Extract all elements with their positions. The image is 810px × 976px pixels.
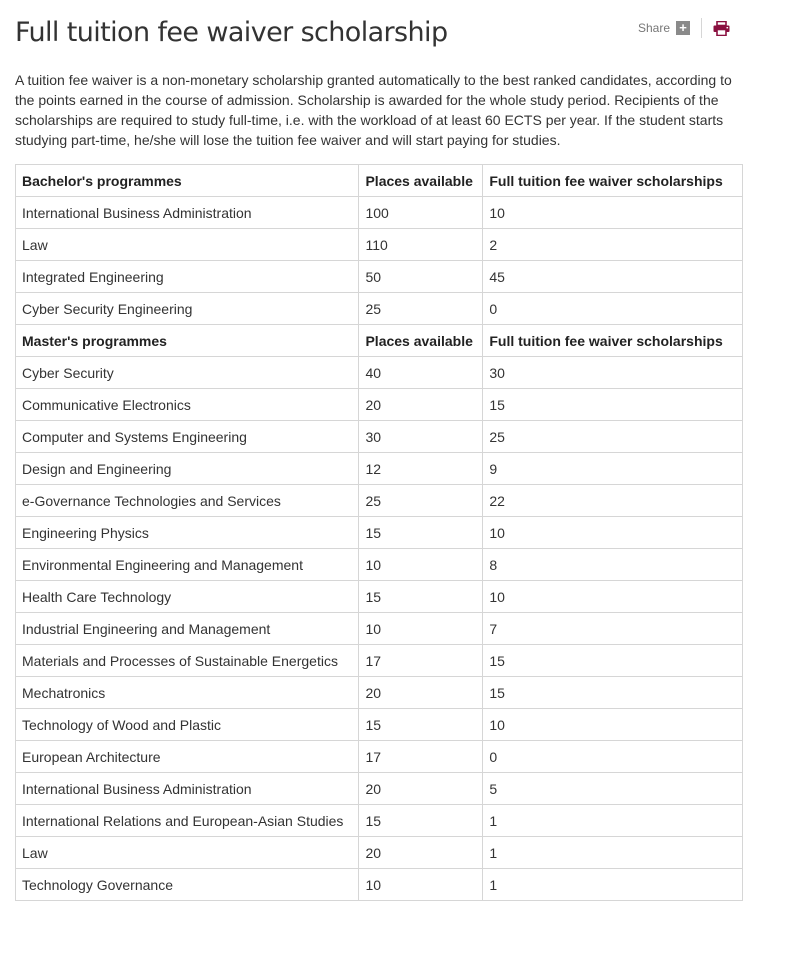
programme-name-cell: International Relations and European-Asian Studies — [16, 805, 359, 837]
programme-name-cell: Environmental Engineering and Management — [16, 549, 359, 581]
programme-name-cell: Cyber Security — [16, 357, 359, 389]
column-header: Master's programmes — [16, 325, 359, 357]
places-available-cell: 10 — [359, 869, 483, 901]
table-row — [16, 293, 743, 325]
places-available-cell: 12 — [359, 453, 483, 485]
table-row — [16, 773, 743, 805]
places-available-cell: 20 — [359, 677, 483, 709]
places-available-cell: 110 — [359, 229, 483, 261]
table-section-header — [16, 325, 743, 357]
waiver-count-cell: 7 — [483, 613, 743, 645]
table-row — [16, 357, 743, 389]
programme-name-cell: European Architecture — [16, 741, 359, 773]
places-available-cell: 25 — [359, 485, 483, 517]
table-row — [16, 229, 743, 261]
places-available-cell: 15 — [359, 709, 483, 741]
programme-name-cell: Engineering Physics — [16, 517, 359, 549]
table-row — [16, 805, 743, 837]
table-row — [16, 869, 743, 901]
places-available-cell: 10 — [359, 549, 483, 581]
waiver-count-cell: 15 — [483, 677, 743, 709]
waiver-count-cell: 30 — [483, 357, 743, 389]
waiver-count-cell: 10 — [483, 517, 743, 549]
programme-name-cell: Industrial Engineering and Management — [16, 613, 359, 645]
table-row — [16, 549, 743, 581]
places-available-cell: 15 — [359, 805, 483, 837]
waiver-count-cell: 9 — [483, 453, 743, 485]
page-toolbar — [638, 18, 730, 38]
programme-name-cell: Materials and Processes of Sustainable Energetics — [16, 645, 359, 677]
table-row — [16, 581, 743, 613]
programme-name-cell: Computer and Systems Engineering — [16, 421, 359, 453]
programme-name-cell: Law — [16, 229, 359, 261]
table-section-header — [16, 165, 743, 197]
table-row — [16, 837, 743, 869]
table-row — [16, 741, 743, 773]
column-header: Places available — [359, 325, 483, 357]
print-button[interactable] — [713, 21, 730, 36]
waiver-count-cell: 10 — [483, 709, 743, 741]
programme-name-cell: International Business Administration — [16, 773, 359, 805]
waiver-count-cell: 22 — [483, 485, 743, 517]
waiver-count-cell: 8 — [483, 549, 743, 581]
table-row — [16, 709, 743, 741]
programme-name-cell: Cyber Security Engineering — [16, 293, 359, 325]
table-row — [16, 261, 743, 293]
table-row — [16, 485, 743, 517]
intro-paragraph: A tuition fee waiver is a non-monetary scholarship granted automatically to the best ranked candidates, according to the points earned in the course of admission. Scholarship is awarded for the whole study period. Recipients of the scholarships are required to study full-time, i.e. with the workload of at least 60 ECTS per year. If the student starts studying part-time, he/she will lose the tuition fee waiver and will start paying for studies. — [15, 72, 732, 148]
places-available-cell: 17 — [359, 645, 483, 677]
programme-name-cell: Law — [16, 837, 359, 869]
places-available-cell: 25 — [359, 293, 483, 325]
waiver-count-cell: 2 — [483, 229, 743, 261]
places-available-cell: 20 — [359, 837, 483, 869]
programme-name-cell: Technology Governance — [16, 869, 359, 901]
waiver-count-cell: 10 — [483, 197, 743, 229]
table-row — [16, 453, 743, 485]
places-available-cell: 15 — [359, 517, 483, 549]
places-available-cell: 15 — [359, 581, 483, 613]
waiver-count-cell: 45 — [483, 261, 743, 293]
waiver-count-cell: 10 — [483, 581, 743, 613]
waiver-count-cell: 0 — [483, 741, 743, 773]
column-header: Full tuition fee waiver scholarships — [483, 325, 743, 357]
table-row — [16, 517, 743, 549]
column-header: Bachelor's programmes — [16, 165, 359, 197]
programme-name-cell: e-Governance Technologies and Services — [16, 485, 359, 517]
programme-name-cell: Technology of Wood and Plastic — [16, 709, 359, 741]
waiver-count-cell: 1 — [483, 805, 743, 837]
column-header: Full tuition fee waiver scholarships — [483, 165, 743, 197]
programme-name-cell: Integrated Engineering — [16, 261, 359, 293]
share-label[interactable]: Share — [638, 21, 671, 35]
places-available-cell: 50 — [359, 261, 483, 293]
table-row — [16, 645, 743, 677]
waiver-count-cell: 15 — [483, 645, 743, 677]
programme-name-cell: Mechatronics — [16, 677, 359, 709]
programme-name-cell: Design and Engineering — [16, 453, 359, 485]
page-title: Full tuition fee waiver scholarship — [15, 17, 448, 48]
places-available-cell: 20 — [359, 773, 483, 805]
waiver-count-cell: 25 — [483, 421, 743, 453]
scholarship-table — [15, 164, 743, 901]
plus-icon[interactable]: + — [676, 21, 690, 35]
programme-name-cell: International Business Administration — [16, 197, 359, 229]
toolbar-divider — [701, 18, 702, 38]
waiver-count-cell: 0 — [483, 293, 743, 325]
column-header: Places available — [359, 165, 483, 197]
places-available-cell: 100 — [359, 197, 483, 229]
places-available-cell: 17 — [359, 741, 483, 773]
places-available-cell: 20 — [359, 389, 483, 421]
waiver-count-cell: 1 — [483, 869, 743, 901]
table-row — [16, 421, 743, 453]
waiver-count-cell: 5 — [483, 773, 743, 805]
table-row — [16, 197, 743, 229]
waiver-count-cell: 15 — [483, 389, 743, 421]
places-available-cell: 40 — [359, 357, 483, 389]
programme-name-cell: Communicative Electronics — [16, 389, 359, 421]
programme-name-cell: Health Care Technology — [16, 581, 359, 613]
printer-icon — [713, 21, 730, 36]
places-available-cell: 30 — [359, 421, 483, 453]
waiver-count-cell: 1 — [483, 837, 743, 869]
table-row — [16, 389, 743, 421]
table-row — [16, 677, 743, 709]
places-available-cell: 10 — [359, 613, 483, 645]
table-row — [16, 613, 743, 645]
